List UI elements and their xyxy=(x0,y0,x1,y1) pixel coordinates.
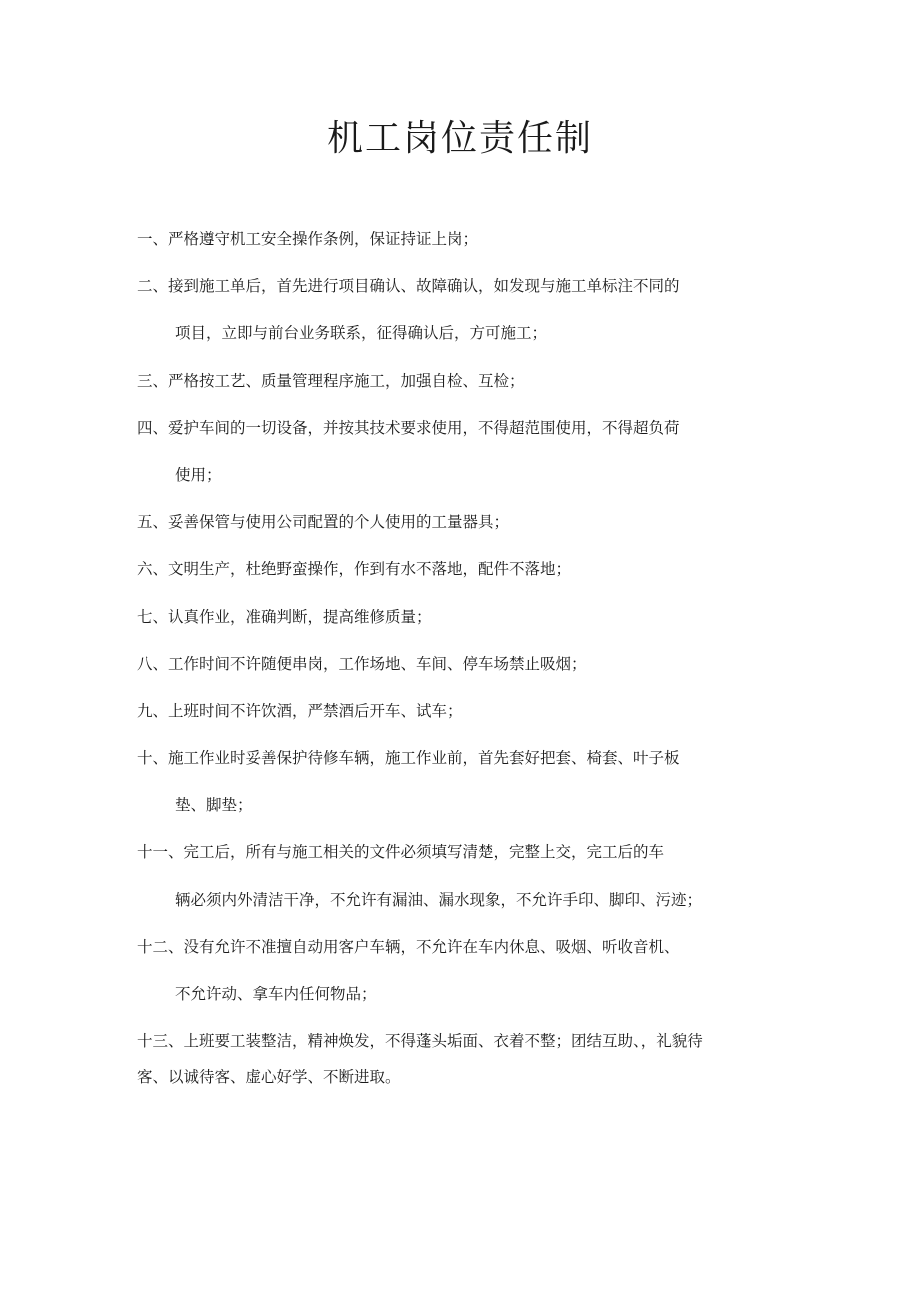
clause-line: 八、工作时间不许随便串岗，工作场地、车间、停车场禁止吸烟； xyxy=(137,654,587,673)
clause-9 xyxy=(137,694,777,728)
clause-13 xyxy=(137,1024,777,1094)
clause-11 xyxy=(137,835,777,916)
clause-line: 十、施工作业时妥善保护待修车辆，施工作业前，首先套好把套、椅套、叶子板 xyxy=(137,749,680,768)
clause-8 xyxy=(137,647,777,681)
clause-line: 五、妥善保管与使用公司配置的个人使用的工量器具； xyxy=(137,513,510,532)
clause-7 xyxy=(137,600,777,634)
clause-10 xyxy=(137,741,777,822)
clause-1 xyxy=(137,222,777,256)
clause-line: 一、严格遵守机工安全操作条例，保证持证上岗； xyxy=(137,230,479,248)
clause-line-continuation: 辆必须内外清洁干净，不允许有漏油、漏水现象，不允许手印、脚印、污迹； xyxy=(175,890,703,909)
clause-6 xyxy=(137,552,777,586)
clause-line: 七、认真作业，准确判断，提高维修质量； xyxy=(137,607,432,626)
clause-12 xyxy=(137,930,777,1011)
clause-line-continuation: 不允许动、拿车内任何物品； xyxy=(175,985,377,1003)
clause-line: 十三、上班要工装整洁，精神焕发，不得蓬头垢面、衣着不整；团结互助、，礼貌待 xyxy=(137,1032,703,1051)
clause-list xyxy=(137,222,777,1107)
clause-line-continuation: 客、以诚待客、虚心好学、不断进取。 xyxy=(137,1068,401,1087)
clause-3 xyxy=(137,364,777,398)
clause-line: 二、接到施工单后，首先进行项目确认、故障确认，如发现与施工单标注不同的 xyxy=(137,277,680,296)
document-title: 机工岗位责任制 xyxy=(326,118,593,159)
clause-line-continuation: 使用； xyxy=(175,465,222,484)
clause-line-continuation: 项目，立即与前台业务联系，征得确认后，方可施工； xyxy=(175,324,548,343)
clause-2 xyxy=(137,269,777,350)
clause-line: 三、严格按工艺、质量管理程序施工，加强自检、互检； xyxy=(137,371,525,390)
clause-5 xyxy=(137,505,777,539)
clause-line: 九、上班时间不许饮酒，严禁酒后开车、试车； xyxy=(137,701,463,720)
clause-line: 六、文明生产，杜绝野蛮操作，作到有水不落地，配件不落地； xyxy=(137,560,572,579)
clause-4 xyxy=(137,411,777,492)
clause-line: 十二、没有允许不准擅自动用客户车辆，不允许在车内休息、吸烟、听收音机、 xyxy=(137,937,680,956)
clause-line: 四、爱护车间的一切设备，并按其技术要求使用，不得超范围使用，不得超负荷 xyxy=(137,418,680,437)
clause-line-continuation: 垫、脚垫； xyxy=(175,796,253,815)
clause-line: 十一、完工后，所有与施工相关的文件必须填写清楚，完整上交，完工后的车 xyxy=(137,843,665,862)
